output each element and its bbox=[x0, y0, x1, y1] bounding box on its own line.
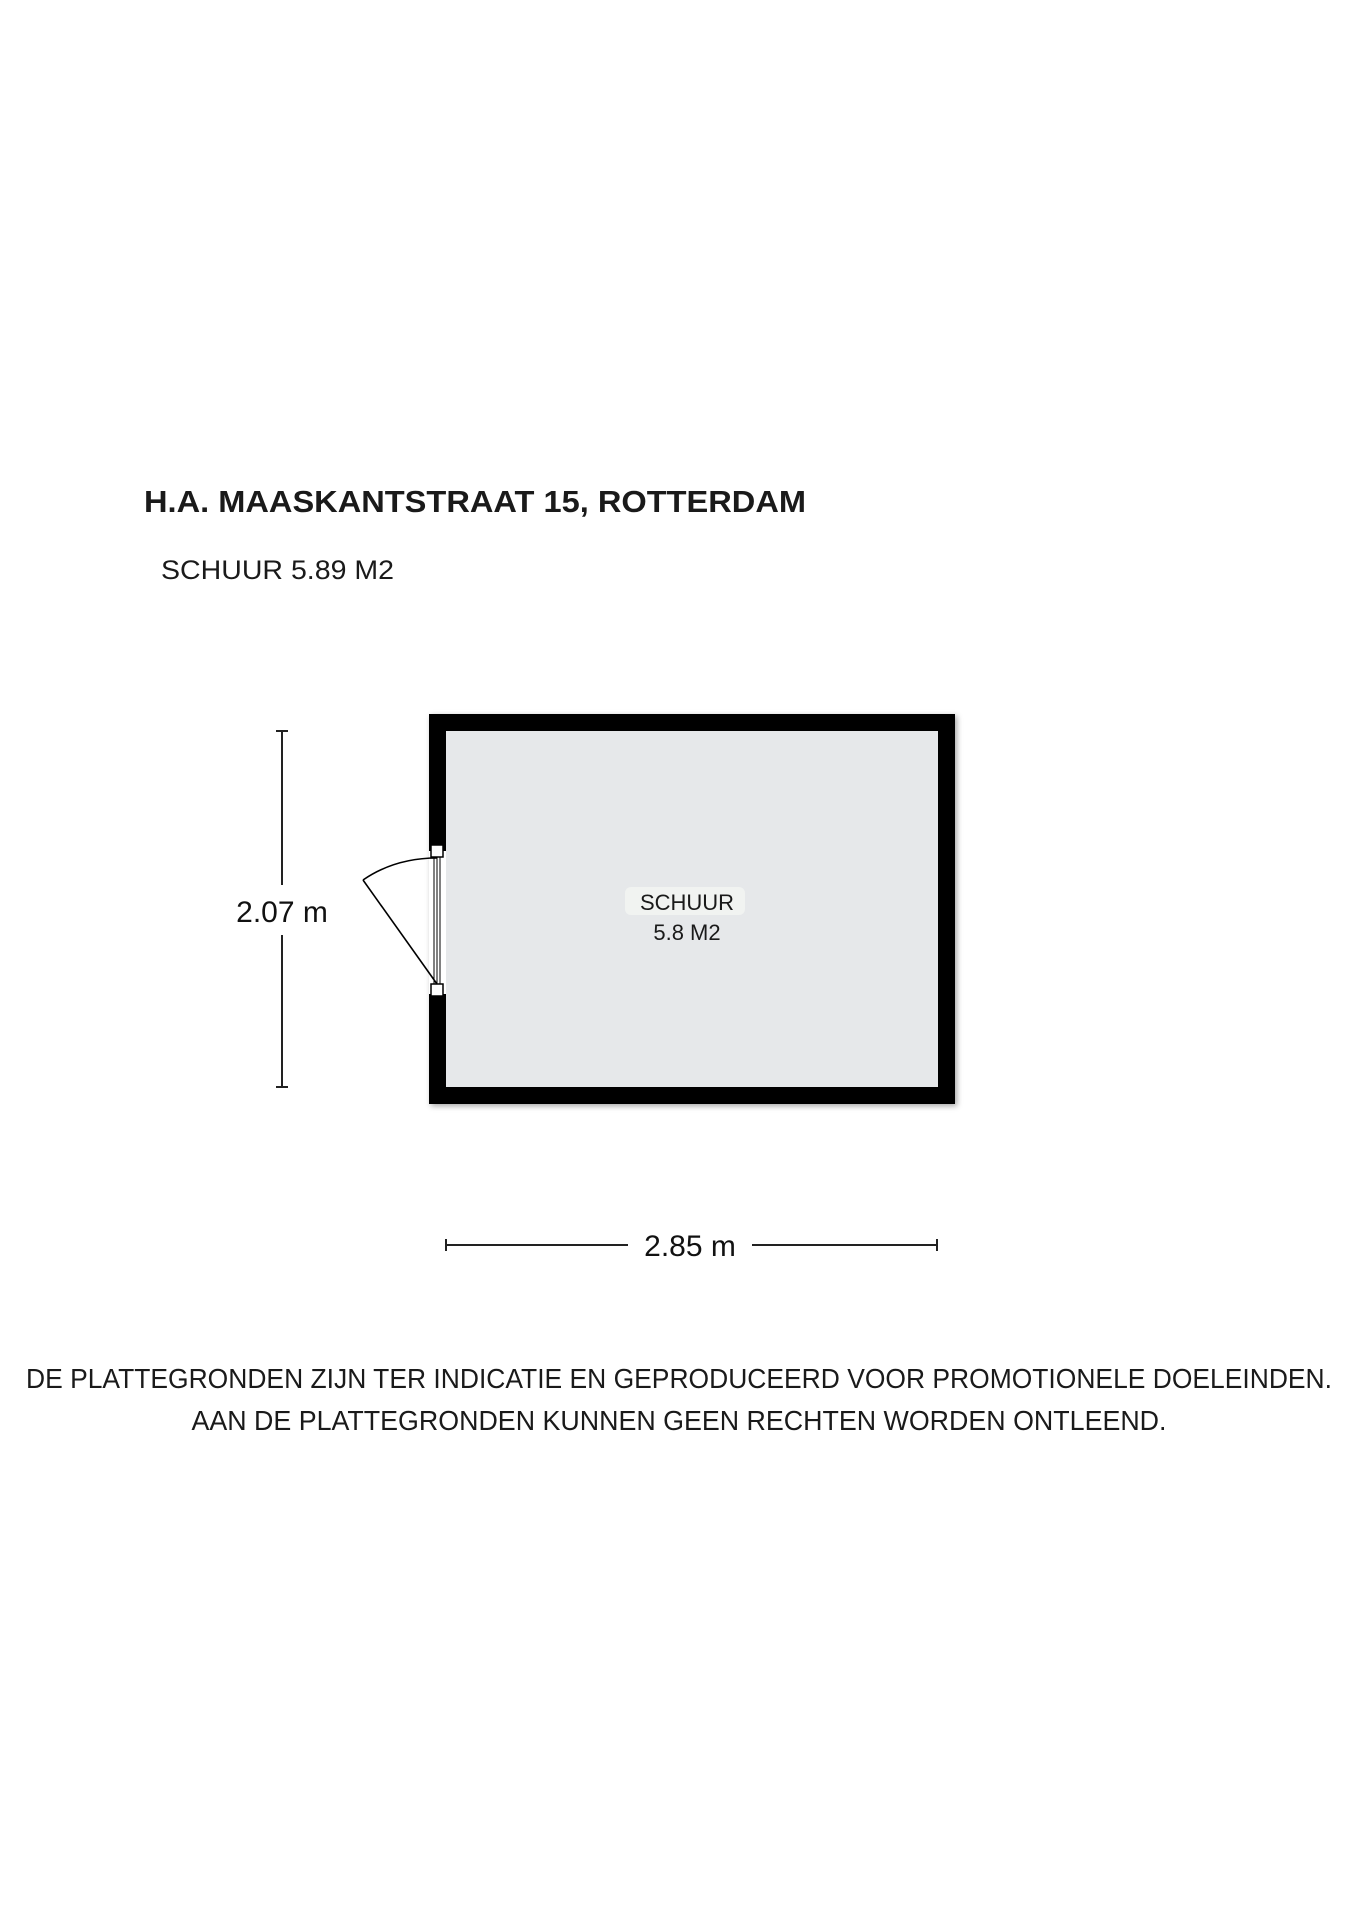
room-area: 5.8 M2 bbox=[653, 920, 721, 945]
disclaimer-line-1: DE PLATTEGRONDEN ZIJN TER INDICATIE EN GEPRODUCEERD VOOR PROMOTIONELE DOELEINDEN. bbox=[26, 1363, 1332, 1394]
width-label: 2.85 m bbox=[644, 1230, 736, 1263]
page-title: H.A. MAASKANTSTRAAT 15, ROTTERDAM bbox=[144, 484, 806, 519]
width-dimension bbox=[446, 1230, 937, 1263]
disclaimer-line-2: AAN DE PLATTEGRONDEN KUNNEN GEEN RECHTEN WORDEN ONTLEEND. bbox=[191, 1405, 1167, 1436]
height-label: 2.07 m bbox=[236, 896, 328, 929]
page-subtitle: SCHUUR 5.89 M2 bbox=[161, 555, 394, 585]
room-name: SCHUUR bbox=[639, 890, 735, 915]
height-dimension bbox=[236, 731, 328, 1087]
door bbox=[363, 845, 446, 996]
door-swing-arc bbox=[363, 858, 437, 880]
door-leaf bbox=[363, 880, 437, 984]
room-schuur bbox=[429, 714, 955, 1104]
